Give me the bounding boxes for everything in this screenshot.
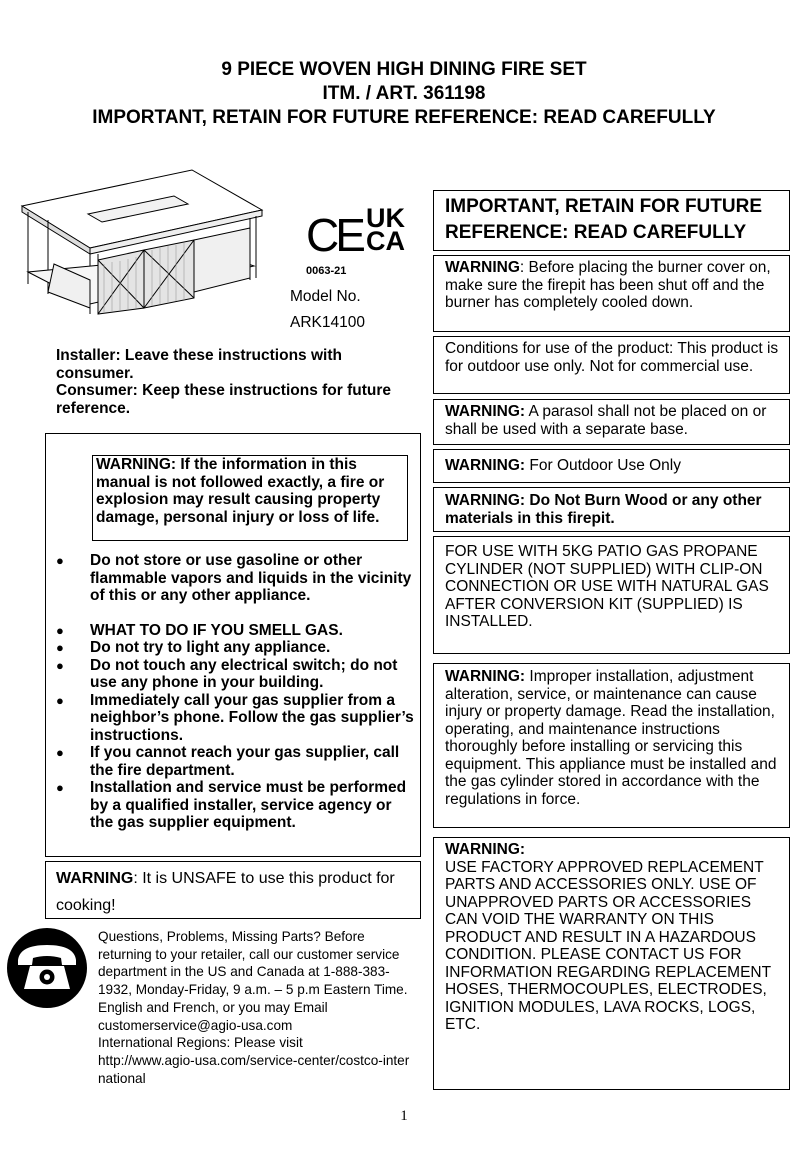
notified-body-number: 0063-21 — [306, 265, 347, 277]
list-item: ● Do not touch any electrical switch; do not use any phone in your building. — [46, 657, 416, 692]
parasol-warning — [433, 399, 790, 445]
warning-label: WARNING: — [445, 403, 526, 420]
list-item: ● Do not store or use gasoline or other flammable vapors and liquids in the vicinity of this or any other appliance. — [46, 552, 416, 605]
warning-text: USE FACTORY APPROVED REPLACEMENT PARTS AND ACCESSORIES ONLY. USE OF UNAPPROVED PARTS OR ACCESSORIES CAN VOID THE WARRANTY ON THIS PRODUCT AND RESULT IN A HAZARDOUS CONDITION. PLEASE CONTACT US FOR INFORMATION REGARDING REPLACEMENT HOSES, THERMOCOUPLES, ELECTRODES, IGNITION MODULES, LAVA ROCKS, LOGS, ETC. — [445, 858, 771, 1033]
safety-list — [46, 552, 416, 832]
warning-text: : Before placing the burner cover on, make sure the firepit has been shut off and the burner has completely cooled down. — [445, 259, 771, 311]
replacement-parts-warning — [433, 837, 790, 1090]
installer-note-line: Installer: Leave these instructions with consumer. — [56, 347, 342, 382]
warning-label: WARNING: — [445, 841, 526, 858]
important-heading: IMPORTANT, RETAIN FOR FUTURE REFERENCE: READ CAREFULLY — [433, 190, 790, 251]
outdoor-use-warning — [433, 449, 790, 483]
doc-title: 9 PIECE WOVEN HIGH DINING FIRE SET — [221, 59, 587, 80]
cooking-warning-label: WARNING — [56, 870, 134, 887]
ukca-mark — [366, 203, 405, 256]
conditions-of-use: Conditions for use of the product: This product is for outdoor use only. Not for commercial use. — [433, 336, 790, 394]
burn-wood-warning: WARNING: Do Not Burn Wood or any other materials in this firepit. — [433, 487, 790, 532]
propane-cylinder-notice: FOR USE WITH 5KG PATIO GAS PROPANE CYLINDER (NOT SUPPLIED) WITH CLIP-ON CONNECTION OR USE WITH NATURAL GAS AFTER CONVERSION KIT (SUPPLIED) IS INSTALLED. — [433, 536, 790, 654]
list-item: ● If you cannot reach your gas supplier, call the fire department. — [46, 744, 416, 779]
list-item: ● WHAT TO DO IF YOU SMELL GAS. — [46, 622, 416, 640]
cooking-warning — [45, 861, 421, 919]
list-item: ● Immediately call your gas supplier from a neighbor’s phone. Follow the gas supplier’s instructions. — [46, 692, 416, 745]
warning-text: Improper installation, adjustment alteration, service, or maintenance can cause injury or property damage. Read the installation, operating, and maintenance instructions thoroughly before installing or servicing this equipment. This appliance must be installed and the gas cylinder stored in accordance with the regulations in force. — [445, 668, 777, 808]
list-item: ● Do not try to light any appliance. — [46, 639, 416, 657]
installation-warning — [433, 663, 790, 828]
fire-explosion-warning: WARNING: If the information in this manual is not followed exactly, a fire or explosion may result causing property damage, personal injury or loss of life. — [92, 455, 408, 541]
consumer-note-line: Consumer: Keep these instructions for future reference. — [56, 382, 392, 417]
model-number: ARK14100 — [290, 314, 365, 331]
warning-label: WARNING — [445, 259, 520, 276]
list-item: ● Installation and service must be performed by a qualified installer, service agency or the gas supplier equipment. — [46, 779, 416, 832]
ukca-top: UK — [366, 203, 405, 233]
main-warning-box — [45, 433, 421, 857]
installer-note — [56, 347, 401, 417]
ukca-bottom: CA — [366, 226, 405, 256]
cooking-warning-text: : It is UNSAFE to use this product for cooking! — [56, 870, 395, 914]
ce-mark: CE — [306, 209, 362, 261]
burner-cover-warning — [433, 255, 790, 332]
international-label: International Regions: Please visit — [98, 1035, 303, 1051]
contact-info — [98, 928, 416, 1087]
telephone-icon — [6, 927, 88, 1009]
item-number: ITM. / ART. 361198 — [322, 83, 486, 104]
fire-table-illustration — [18, 168, 268, 318]
header-important-notice: IMPORTANT, RETAIN FOR FUTURE REFERENCE: READ CAREFULLY — [92, 107, 716, 128]
warning-label: WARNING: — [445, 457, 526, 474]
warning-text: For Outdoor Use Only — [525, 457, 681, 474]
warning-text: A parasol shall not be placed on or shall be used with a separate base. — [445, 403, 767, 438]
service-center-link[interactable]: http://www.agio-usa.com/service-center/costco-international — [98, 1052, 410, 1086]
page-number: 1 — [400, 1108, 408, 1124]
warning-label: WARNING: — [445, 668, 526, 685]
contact-text: Questions, Problems, Missing Parts? Before returning to your retailer, call our customer service department in the US and Canada at 1-888-383-1932, Monday-Friday, 9 a.m. – 5 p.m Eastern Time. English and French, or you may Email customerservice@agio-usa.com — [98, 929, 408, 1033]
model-label: Model No. — [290, 288, 361, 305]
